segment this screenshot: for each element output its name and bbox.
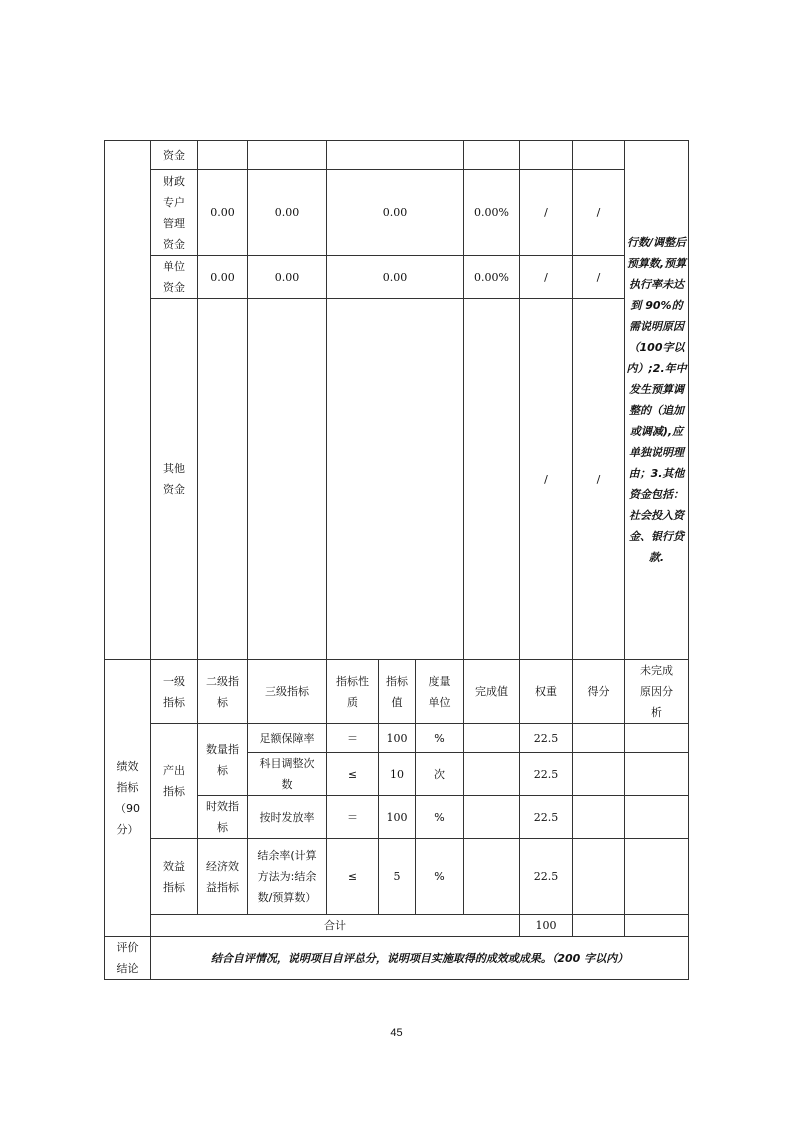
blank-cell [105,141,151,660]
indicator-unit: % [416,724,464,753]
fund-cell [520,141,573,170]
fund-cell: 0.00 [198,256,248,299]
completion-value [464,724,520,753]
completion-value [464,753,520,796]
fund-cell [327,299,464,660]
fund-row [105,170,689,256]
total-score [573,915,625,937]
column-header: 指标性 质 [327,660,379,724]
fund-cell [248,299,327,660]
column-header: 度量 单位 [416,660,464,724]
evaluation-table [104,140,689,980]
conclusion-row [105,937,689,980]
score-value [573,724,625,753]
fund-cell [573,141,625,170]
fund-label: 资金 [151,141,198,170]
column-header: 一级 指标 [151,660,198,724]
indicator-name: 结余率(计算 方法为:结余 数/预算数） [248,839,327,915]
column-header: 得分 [573,660,625,724]
reason-value [625,839,689,915]
level2-indicator: 经济效 益指标 [198,839,248,915]
reason-value [625,796,689,839]
column-header: 完成值 [464,660,520,724]
column-header: 指标 值 [379,660,416,724]
fund-row [105,141,689,170]
fund-cell: / [520,170,573,256]
fund-label: 单位 资金 [151,256,198,299]
fund-cell: 0.00 [248,170,327,256]
performance-header-row [105,660,689,724]
fund-cell: / [573,170,625,256]
indicator-nature: ≤ [327,753,379,796]
indicator-value: 100 [379,796,416,839]
indicator-unit: 次 [416,753,464,796]
column-header: 权重 [520,660,573,724]
fund-row [105,299,689,660]
fund-cell: 0.00 [327,170,464,256]
column-header: 三级指标 [248,660,327,724]
indicator-name: 科目调整次 数 [248,753,327,796]
total-row [105,915,689,937]
completion-value [464,796,520,839]
conclusion-label: 评价 结论 [105,937,151,980]
indicator-row [105,839,689,915]
indicator-value: 100 [379,724,416,753]
indicator-name: 足额保障率 [248,724,327,753]
fund-cell: 0.00 [248,256,327,299]
weight-value: 22.5 [520,753,573,796]
fund-cell [464,299,520,660]
score-value [573,753,625,796]
indicator-row [105,724,689,753]
total-weight: 100 [520,915,573,937]
indicator-unit: % [416,796,464,839]
fund-cell: / [573,256,625,299]
weight-value: 22.5 [520,839,573,915]
total-label: 合计 [151,915,520,937]
fund-cell: / [573,299,625,660]
score-value [573,796,625,839]
fund-cell: 0.00 [198,170,248,256]
indicator-value: 10 [379,753,416,796]
indicator-nature: ≤ [327,839,379,915]
weight-value: 22.5 [520,796,573,839]
level2-indicator: 数量指 标 [198,724,248,796]
weight-value: 22.5 [520,724,573,753]
fund-cell: 0.00% [464,256,520,299]
completion-value [464,839,520,915]
fund-cell [198,141,248,170]
level1-indicator: 产出 指标 [151,724,198,839]
fund-label: 其他 资金 [151,299,198,660]
level2-indicator: 时效指 标 [198,796,248,839]
indicator-value: 5 [379,839,416,915]
column-header: 二级指 标 [198,660,248,724]
page-number: 45 [390,1027,403,1039]
indicator-nature: ＝ [327,796,379,839]
indicator-name: 按时发放率 [248,796,327,839]
indicator-nature: ＝ [327,724,379,753]
conclusion-text: 结合自评情况，说明项目自评总分，说明项目实施取得的成效或成果。（200 字以内） [151,937,689,980]
fund-cell [464,141,520,170]
column-header: 未完成 原因分 析 [625,660,689,724]
level1-indicator: 效益 指标 [151,839,198,915]
reason-value [625,753,689,796]
score-value [573,839,625,915]
fund-row [105,256,689,299]
fund-label: 财政 专户 管理 资金 [151,170,198,256]
performance-section-label: 绩效 指标 （90 分） [105,660,151,937]
fund-cell [248,141,327,170]
fund-cell: 0.00% [464,170,520,256]
total-reason [625,915,689,937]
fund-cell: / [520,256,573,299]
fund-cell [198,299,248,660]
fund-cell: / [520,299,573,660]
fund-cell: 0.00 [327,256,464,299]
side-note: 行数/调整后预算数,预算执行率未达到 90%的需说明原因（100字以内）;2.年中发生预算调整的（追加或调减),应单独说明理由；3.其他资金包括：社会投入资金、银行贷款. [625,141,689,660]
fund-cell [327,141,464,170]
reason-value [625,724,689,753]
indicator-unit: % [416,839,464,915]
